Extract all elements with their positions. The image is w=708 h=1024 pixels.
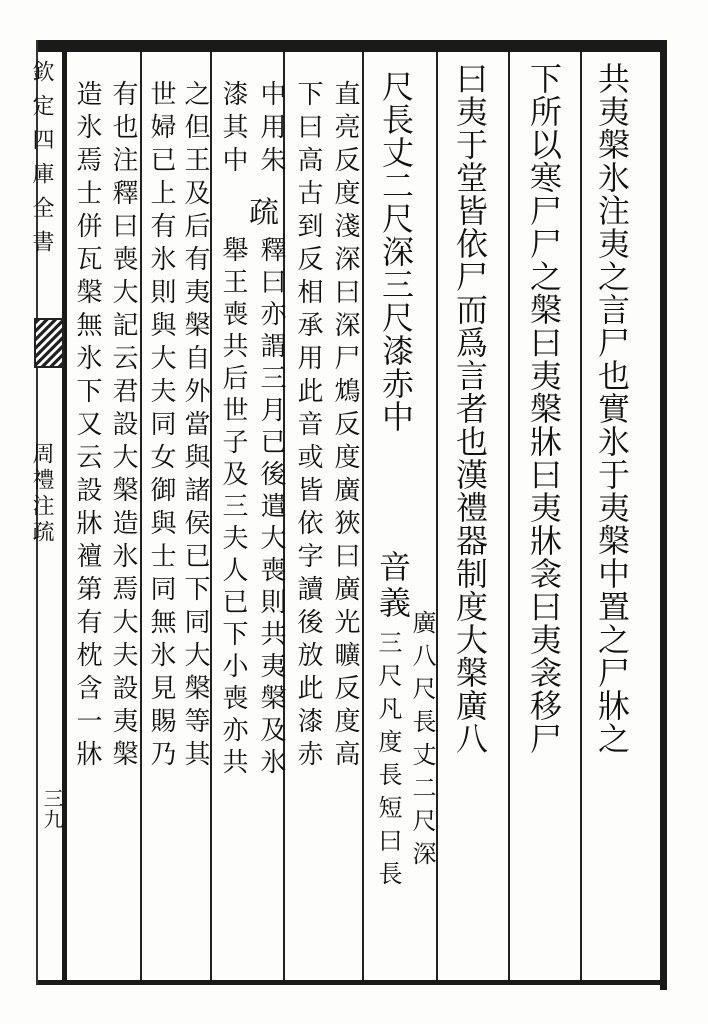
text-column-8a: 漆其中 <box>218 80 248 179</box>
text-column-5: 直亮反度淺深曰深尸鴆反度廣狹曰廣光曠反度高 <box>330 80 360 773</box>
annotation-line-left: 三尺凡度長短曰長 <box>374 630 402 894</box>
text-column-7b: 釋曰亦謂三月已後遣大喪則共夷槃及氷 <box>256 236 286 780</box>
fish-tail-mark-icon <box>34 318 64 368</box>
column-divider <box>140 52 142 980</box>
margin-page-number: 三九 <box>40 788 64 830</box>
column-divider <box>362 52 364 980</box>
text-column-2: 下所以寒尸尸之槃曰夷槃牀曰夷牀衾曰夷衾移尸 <box>525 62 563 755</box>
yinyi-label: 音義 <box>374 550 412 622</box>
text-column-1: 共夷槃氷注夷之言尸也實氷于夷槃中置之尸牀之 <box>593 62 631 755</box>
text-column-11: 有也注釋曰喪大記云君設大槃造氷焉大夫設夷槃 <box>108 80 138 773</box>
column-divider <box>436 52 438 980</box>
annotation-line-right: 廣八尺長丈二尺深 <box>408 610 436 874</box>
frame-left-border <box>62 50 67 982</box>
margin-series-title: 欽定四庫全書 <box>29 60 54 264</box>
text-column-6: 下曰高古到反相承用此音或皆依字讀後放此漆赤 <box>293 80 323 773</box>
text-column-7a: 中用朱 <box>256 80 286 179</box>
text-column-9: 之但王及后有夷槃自外當與諸侯已下同大槃等其 <box>180 80 210 773</box>
frame-right-border <box>660 40 667 990</box>
column-divider <box>210 52 212 980</box>
text-column-4: 尺長丈二尺深三尺漆赤中 <box>377 70 415 433</box>
text-column-3: 曰夷于堂皆依尸而爲言者也漢禮器制度大槃廣八 <box>451 62 489 755</box>
text-column-8b: 舉王喪共后世子及三夫人已下小喪亦共 <box>218 236 248 780</box>
text-column-10: 世婦已上有氷則與大夫同女御與士同無氷見賜乃 <box>146 80 176 773</box>
text-column-12: 造氷焉士併瓦槃無氷下又云設牀襢第有枕含一牀 <box>72 80 102 773</box>
margin-book-title: 周禮注疏 <box>29 442 54 546</box>
shu-commentary-label: 疏 <box>243 196 278 227</box>
column-divider <box>508 52 510 980</box>
column-divider <box>580 52 582 980</box>
frame-top-border <box>36 40 666 52</box>
frame-bottom-border <box>36 980 667 985</box>
